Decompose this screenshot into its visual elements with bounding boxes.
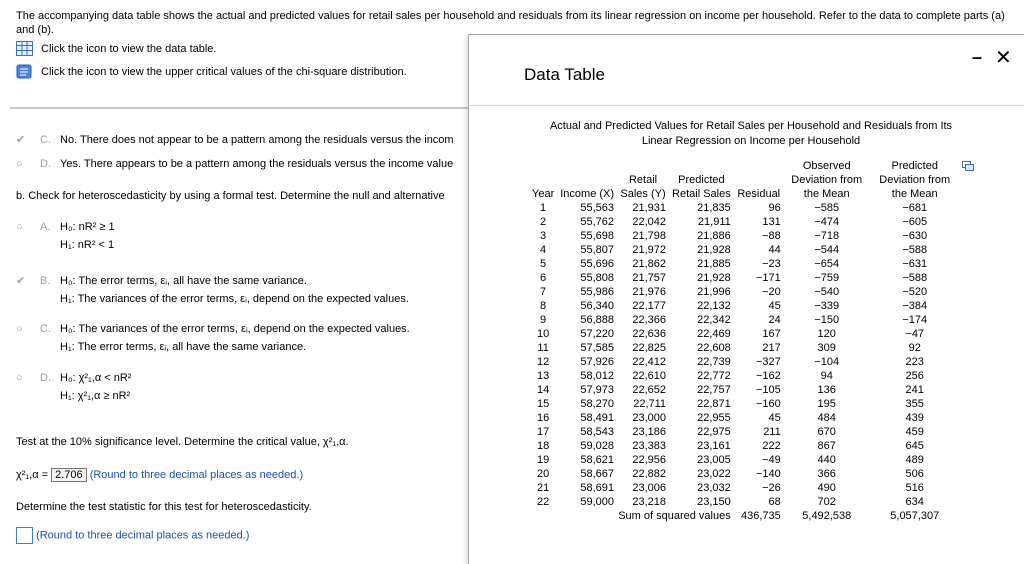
table-cell: −474 [814, 216, 840, 228]
table-cell: 22,610 [632, 370, 667, 382]
table-cell: 22 [536, 496, 550, 508]
table-cell: −631 [902, 258, 928, 270]
table-cell: 22,652 [632, 384, 667, 396]
table-cell: 58,543 [580, 426, 615, 438]
table-caption: Actual and Predicted Values for Retail Sales per Household and Residuals from Its Linear Regression on Income per Household [549, 120, 953, 147]
view-data-table-link[interactable] [16, 41, 216, 56]
table-cell: 22,739 [697, 356, 731, 368]
table-cell: −520 [902, 286, 928, 298]
view-data-table-label[interactable]: Click the icon to view the data table. [41, 42, 217, 55]
table-row [529, 229, 960, 243]
col-header-predicted: Retail Sales [672, 188, 731, 200]
table-cell: 94 [820, 370, 833, 382]
table-cell: 136 [817, 384, 836, 396]
table-cell: 57,973 [580, 384, 615, 396]
table-cell: 5 [540, 258, 547, 270]
table-cell: −49 [762, 454, 781, 466]
table-cell: 23,006 [632, 482, 667, 494]
table-cell: 309 [817, 342, 836, 354]
table-cell: 489 [905, 454, 924, 466]
table-cell: 45 [768, 412, 781, 424]
table-cell: 21,862 [632, 258, 667, 270]
part-b-prompt: b. Check for heteroscedasticity by using a formal test. Determine the null and alternative [16, 190, 445, 202]
table-cell: 23,005 [697, 454, 731, 466]
table-row [529, 299, 960, 313]
table-cell: −47 [905, 328, 925, 340]
col-header-observed: the Mean [803, 188, 850, 200]
table-cell: 9 [540, 314, 547, 326]
table-row [529, 411, 960, 425]
table-cell: 22,772 [697, 370, 731, 382]
table-row [529, 425, 960, 439]
sum-label: Sum of squared values [618, 510, 731, 522]
table-cell: 22,757 [697, 384, 731, 396]
data-table: Observed Predicted Retail Predicted Deviation from Deviation from Year Income (X) Sales (Y) Retail Sales Residual the Mean the Mean 1 55,563 21,931 21,835 96 −585 −681 2 55,762 22,042 21,911 131 −474 −605 3 55,698 21,798 21,886 −88 −718 −630 4 55,807 21,972 21,928 44 −544 −588 5 55,696 21,862 21,885 −23 −654 −631 6 55,808 21,757 21,928 −171 −759 −588 7 55,986 21,976 21,996 −20 −540 −520 8 56,340 22,177 22,132 45 −339 −384 9 56,888 22,366 22,342 24 −150 −174 10 57,220 22,636 22,469 167 120 −47 11 57,585 22,825 22,608 217 309 92 12 57,926 22,412 22,739 −327 −104 223 13 58,012 22,610 22,772 −162 94 256 14 57,973 22,652 22,757 −105 136 241 15 58,270 22,711 22,871 −160 195 355 16 58,491 23,000 22,955 45 484 439 17 58,543 23,186 22,975 211 670 459 18 59,028 23,383 23,161 222 867 645 19 58,621 22,956 23,005 −49 440 489 20 58,667 22,882 23,022 −140 366 506 21 58,691 23,006 23,032 −26 490 516 22 59,000 23,218 23,150 68 702 634 Sum of squared values 436,735 5,492,538 5,057,307 [529, 159, 960, 523]
table-cell: 506 [905, 468, 924, 480]
table-cell: 55,563 [580, 202, 615, 214]
popup-divider [469, 105, 1024, 106]
table-cell: 58,691 [580, 482, 615, 494]
table-cell: −585 [814, 202, 840, 214]
sum-predicted-dev: 5,057,307 [890, 510, 940, 522]
table-cell: 645 [905, 440, 924, 452]
table-cell: 21,885 [697, 258, 731, 270]
table-row [529, 313, 960, 327]
table-cell: 366 [817, 468, 836, 480]
table-cell: 223 [905, 356, 924, 368]
table-cell: 22,882 [632, 468, 667, 480]
table-cell: 490 [817, 482, 836, 494]
table-cell: 68 [768, 496, 781, 508]
view-chi-square-label[interactable]: Click the icon to view the upper critical values of the chi-square distribution. [41, 65, 407, 78]
table-row [529, 453, 960, 467]
table-cell: 22,608 [697, 342, 731, 354]
table-cell: 17 [536, 426, 550, 438]
table-cell: 16 [536, 412, 550, 424]
table-cell: −327 [755, 356, 781, 368]
table-cell: 23,000 [632, 412, 667, 424]
table-cell: −588 [902, 272, 928, 284]
table-cell: 23,161 [697, 440, 731, 452]
table-cell: 484 [817, 412, 836, 424]
table-cell: 131 [762, 216, 781, 228]
table-cell: 22,711 [633, 398, 667, 410]
table-row [529, 243, 960, 257]
table-row [529, 215, 960, 229]
table-row [529, 201, 960, 215]
table-cell: 120 [817, 328, 836, 340]
table-cell: −544 [814, 244, 840, 256]
table-cell: 217 [762, 342, 781, 354]
table-cell: 56,340 [580, 300, 615, 312]
table-row [529, 271, 960, 285]
table-row [529, 341, 960, 355]
part-a-option-d[interactable]: ○ D. Yes. There appears to be a pattern among the residuals versus the income value [16, 155, 453, 173]
minimize-icon[interactable]: – [972, 47, 983, 67]
table-cell: 55,807 [580, 244, 615, 256]
hyp-option-a[interactable]: ○ A. H₀: nR² ≥ 1 H₁: nR² < 1 [16, 218, 115, 254]
table-cell: 55,808 [580, 272, 615, 284]
table-cell: 44 [768, 244, 781, 256]
table-cell: 7 [540, 286, 547, 298]
round-hint-2: (Round to three decimal places as needed.) [36, 529, 250, 542]
table-cell: −88 [762, 230, 781, 242]
table-cell: 21,996 [697, 286, 731, 298]
table-cell: 222 [762, 440, 781, 452]
table-cell: 23,383 [632, 440, 667, 452]
table-cell: −654 [814, 258, 840, 270]
table-cell: −759 [814, 272, 840, 284]
table-cell: 24 [768, 314, 781, 326]
table-cell: 22,636 [632, 328, 667, 340]
table-cell: 58,012 [580, 370, 615, 382]
table-row [529, 439, 960, 453]
stat-answer-row [16, 527, 249, 544]
table-cell: −162 [755, 370, 781, 382]
table-cell: 21,835 [697, 202, 731, 214]
table-cell: 22,132 [697, 300, 731, 312]
hyp-option-d[interactable]: ○ D. H₀: χ²₁,α < nR² H₁: χ²₁,α ≥ nR² [16, 369, 131, 405]
critical-prompt: Test at the 10% significance level. Determine the critical value, χ²₁,α. [16, 436, 349, 448]
table-row [529, 467, 960, 481]
critical-value-box[interactable]: 2.706 [51, 468, 87, 482]
col-header-sales: Sales (Y) [620, 188, 666, 200]
table-cell: 439 [905, 412, 924, 424]
table-cell: 3 [540, 230, 547, 242]
part-a-option-c[interactable]: ✔ C. No. There does not appear to be a pattern among the residuals versus the incom [16, 131, 454, 149]
table-cell: 1 [540, 202, 547, 214]
table-row [529, 369, 960, 383]
table-row [529, 285, 960, 299]
table-cell: 21,928 [697, 272, 731, 284]
table-cell: 21 [536, 482, 550, 494]
table-cell: 12 [536, 356, 550, 368]
table-row [529, 495, 960, 509]
table-cell: 22,342 [697, 314, 731, 326]
table-cell: 15 [536, 398, 550, 410]
table-cell: 45 [768, 300, 781, 312]
table-cell: 440 [817, 454, 836, 466]
table-cell: 211 [763, 426, 781, 438]
table-cell: 23,186 [632, 426, 667, 438]
radio-icon[interactable]: ○ [16, 372, 23, 384]
table-row [529, 355, 960, 369]
table-cell: −140 [755, 468, 781, 480]
table-cell: −681 [902, 202, 928, 214]
hyp-option-c[interactable]: ○ C. H₀: The variances of the error terms, εᵢ, depend on the expected values. H₁: The error terms, εᵢ, all have the same variance. [16, 320, 410, 356]
table-cell: −160 [755, 398, 781, 410]
table-cell: −174 [902, 314, 928, 326]
table-cell: 23,032 [697, 482, 731, 494]
table-cell: −105 [755, 384, 781, 396]
table-cell: 23,218 [632, 496, 667, 508]
table-cell: 4 [540, 244, 547, 256]
table-cell: 14 [536, 384, 550, 396]
table-cell: 19 [536, 454, 550, 466]
table-cell: 22,042 [632, 216, 667, 228]
table-cell: 355 [905, 398, 924, 410]
round-hint: (Round to three decimal places as needed.) [89, 469, 304, 481]
copy-icon[interactable] [962, 161, 974, 171]
table-row [529, 327, 960, 341]
check-icon: ✔ [16, 134, 26, 146]
table-cell: −23 [762, 258, 781, 270]
table-cell: 59,028 [580, 440, 615, 452]
table-cell: 867 [817, 440, 836, 452]
table-cell: 2 [540, 216, 547, 228]
table-cell: 13 [536, 370, 550, 382]
table-cell: −540 [814, 286, 840, 298]
table-cell: 8 [540, 300, 547, 312]
table-cell: 18 [536, 440, 550, 452]
table-cell: 21,931 [632, 202, 667, 214]
table-cell: 22,825 [632, 342, 667, 354]
intro-text: The accompanying data table shows the actual and predicted values for retail sales per household and residuals from its linear regression on income per household. Refer to the data to complete parts (a) and (b). [16, 10, 1005, 36]
table-cell: 55,698 [580, 230, 615, 242]
table-cell: −718 [814, 230, 840, 242]
document-icon[interactable] [16, 64, 33, 79]
table-icon[interactable] [16, 41, 33, 56]
table-cell: 21,798 [632, 230, 667, 242]
table-cell: −20 [762, 286, 781, 298]
table-cell: −339 [814, 300, 840, 312]
table-cell: 21,972 [632, 244, 667, 256]
table-row [529, 383, 960, 397]
table-cell: 22,366 [632, 314, 667, 326]
col-header-residual: Residual [737, 188, 781, 200]
table-cell: 22,177 [632, 300, 667, 312]
sum-residual: 436,735 [740, 510, 781, 522]
view-chi-square-link[interactable] [16, 64, 407, 79]
close-icon[interactable]: ✕ [995, 47, 1012, 69]
radio-icon[interactable]: ○ [16, 158, 23, 170]
table-cell: 58,491 [580, 412, 615, 424]
data-table-popup [468, 34, 1024, 564]
table-row [529, 397, 960, 411]
table-cell: 55,986 [580, 286, 615, 298]
table-cell: 20 [536, 468, 550, 480]
table-cell: 92 [908, 342, 921, 354]
table-cell: −630 [902, 230, 928, 242]
table-row [529, 481, 960, 495]
table-cell: −150 [814, 314, 840, 326]
radio-icon[interactable]: ○ [16, 221, 23, 233]
table-cell: 10 [536, 328, 550, 340]
table-cell: 23,150 [697, 496, 731, 508]
radio-icon[interactable]: ○ [16, 323, 23, 335]
table-cell: −104 [814, 356, 840, 368]
table-cell: 21,886 [697, 230, 731, 242]
table-cell: 634 [905, 496, 924, 508]
table-cell: 702 [817, 496, 836, 508]
stat-prompt: Determine the test statistic for this test for heteroscedasticity. [16, 501, 312, 513]
table-cell: 21,928 [697, 244, 731, 256]
table-cell: 21,757 [632, 272, 667, 284]
col-header-predicted-dev: the Mean [891, 188, 938, 200]
table-cell: 21,976 [632, 286, 667, 298]
table-cell: 11 [537, 342, 549, 354]
table-cell: 22,955 [697, 412, 731, 424]
hyp-option-b[interactable]: ✔ B. H₀: The error terms, εᵢ, all have the same variance. H₁: The variances of the error terms, εᵢ, depend on the expected values. [16, 272, 409, 308]
table-cell: 59,000 [580, 496, 615, 508]
table-cell: 22,469 [697, 328, 731, 340]
table-cell: 21,911 [697, 216, 731, 228]
table-cell: 6 [540, 272, 547, 284]
section-divider [10, 107, 470, 109]
table-cell: 55,762 [580, 216, 615, 228]
table-cell: 55,696 [580, 258, 615, 270]
table-cell: 167 [762, 328, 781, 340]
popup-title: Data Table [524, 65, 605, 84]
table-row [529, 257, 960, 271]
table-cell: 22,871 [697, 398, 731, 410]
table-cell: 22,975 [697, 426, 731, 438]
table-cell: 58,621 [580, 454, 615, 466]
table-cell: 58,667 [580, 468, 615, 480]
test-statistic-input[interactable] [16, 527, 33, 544]
table-cell: 56,888 [580, 314, 615, 326]
sum-observed: 5,492,538 [802, 510, 852, 522]
table-cell: 195 [817, 398, 836, 410]
table-cell: 96 [768, 202, 781, 214]
table-cell: 57,220 [580, 328, 615, 340]
table-cell: 241 [905, 384, 924, 396]
table-cell: −588 [902, 244, 928, 256]
critical-answer-row: χ²₁,α = 2.706 (Round to three decimal places as needed.) [16, 469, 304, 481]
col-header-income: Income (X) [560, 188, 615, 200]
table-cell: 670 [817, 426, 836, 438]
table-cell: −384 [902, 300, 928, 312]
table-cell: 23,022 [697, 468, 731, 480]
check-icon: ✔ [16, 275, 26, 287]
table-cell: 459 [905, 426, 924, 438]
table-cell: 57,585 [580, 342, 615, 354]
table-cell: 22,412 [632, 356, 667, 368]
table-cell: −171 [755, 272, 781, 284]
table-cell: −605 [902, 216, 928, 228]
table-cell: 57,926 [580, 356, 615, 368]
table-cell: 22,956 [632, 454, 667, 466]
table-cell: −26 [762, 482, 781, 494]
table-cell: 256 [905, 370, 924, 382]
table-cell: 516 [905, 482, 924, 494]
table-cell: 58,270 [580, 398, 615, 410]
col-header-year: Year [532, 188, 555, 200]
